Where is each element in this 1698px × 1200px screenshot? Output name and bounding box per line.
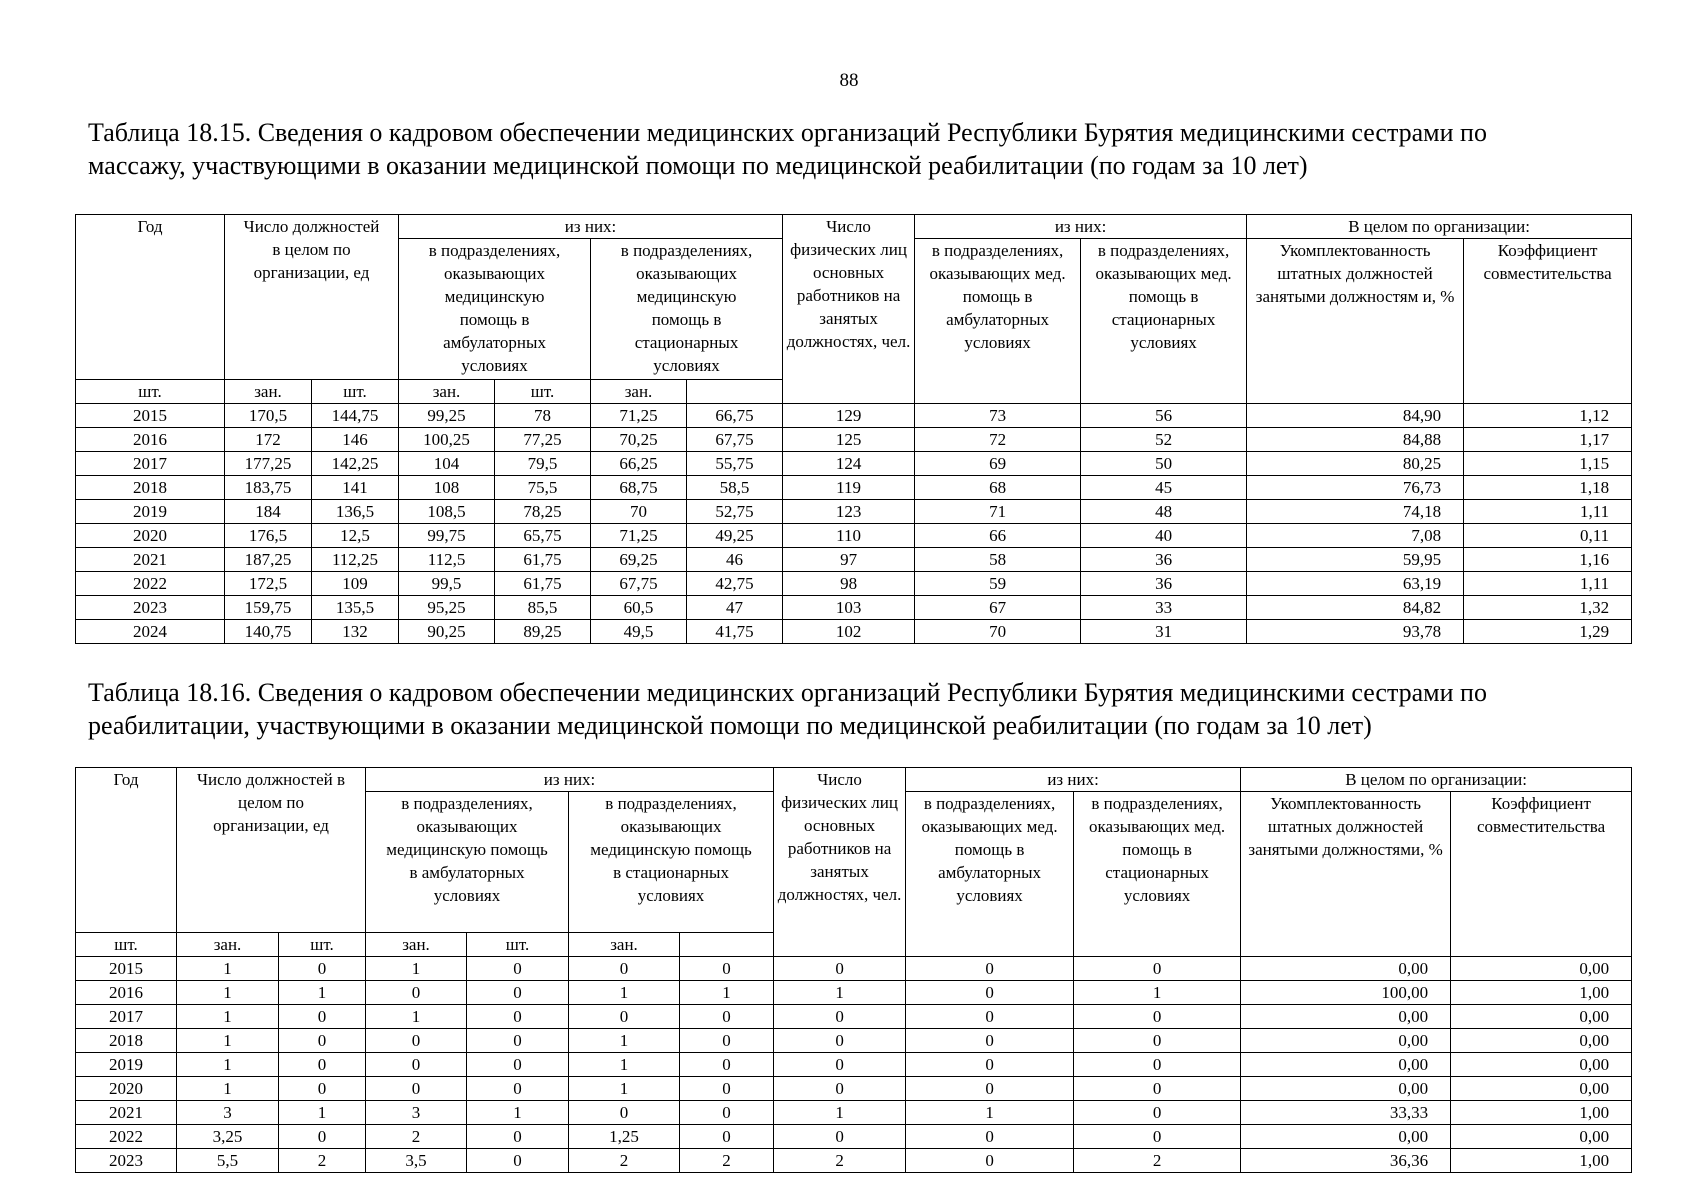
table-cell: 110 — [783, 524, 915, 548]
table-cell: 141 — [312, 476, 399, 500]
table-cell: 33 — [1081, 596, 1247, 620]
table-cell: 1 — [774, 981, 906, 1005]
table-cell: 0 — [680, 1029, 774, 1053]
table-cell: 68 — [915, 476, 1081, 500]
cell-year: 2017 — [76, 452, 225, 476]
table-cell: 0 — [569, 957, 680, 981]
table-cell: 125 — [783, 428, 915, 452]
table-cell: 1 — [279, 1101, 366, 1125]
table-cell: 41,75 — [687, 620, 783, 644]
cell-year: 2021 — [76, 548, 225, 572]
table-cell: 72 — [915, 428, 1081, 452]
cell-year: 2019 — [76, 1053, 177, 1077]
table-cell: 0 — [467, 1053, 569, 1077]
table-cell: 1 — [569, 1077, 680, 1101]
table-cell: 103 — [783, 596, 915, 620]
table-cell: 187,25 — [225, 548, 312, 572]
table-cell: 46 — [687, 548, 783, 572]
table-cell: 52,75 — [687, 500, 783, 524]
table-cell: 3 — [366, 1101, 467, 1125]
header-ambulatory: в подразделениях, оказывающих медицинскую помощь в амбулаторных условиях — [399, 239, 591, 380]
table-cell: 0 — [906, 957, 1074, 981]
header-of-them: из них: — [399, 215, 783, 239]
table-cell: 1 — [177, 1053, 279, 1077]
table-cell: 71 — [915, 500, 1081, 524]
table-cell: 50 — [1081, 452, 1247, 476]
header-zan: зан. — [366, 933, 467, 957]
table-cell: 0 — [680, 1053, 774, 1077]
cell-year: 2016 — [76, 428, 225, 452]
table-cell: 71,25 — [591, 404, 687, 428]
table-row — [76, 981, 1632, 1005]
cell-year: 2019 — [76, 500, 225, 524]
table-cell: 0,00 — [1451, 1077, 1632, 1101]
table-cell: 49,25 — [687, 524, 783, 548]
cell-year: 2015 — [76, 404, 225, 428]
table-cell: 1,15 — [1464, 452, 1632, 476]
table-cell: 59,95 — [1247, 548, 1464, 572]
table-cell: 159,75 — [225, 596, 312, 620]
table-cell: 90,25 — [399, 620, 495, 644]
table-cell: 0 — [680, 957, 774, 981]
table-cell: 40 — [1081, 524, 1247, 548]
header-zan: зан. — [591, 380, 687, 404]
table-cell: 68,75 — [591, 476, 687, 500]
table-cell: 0 — [279, 1077, 366, 1101]
cell-year: 2015 — [76, 957, 177, 981]
table-cell: 33,33 — [1241, 1101, 1451, 1125]
table-cell: 0 — [467, 981, 569, 1005]
table-cell: 2 — [1074, 1149, 1241, 1173]
table-cell: 177,25 — [225, 452, 312, 476]
table-cell: 45 — [1081, 476, 1247, 500]
header-amb-persons: в подразделениях, оказывающих мед. помощь в амбулаторных условиях — [906, 792, 1074, 957]
table-cell: 0 — [680, 1101, 774, 1125]
table-cell: 2 — [680, 1149, 774, 1173]
table-cell: 1,18 — [1464, 476, 1632, 500]
table-cell: 172 — [225, 428, 312, 452]
table-row — [76, 452, 1632, 476]
table-cell: 1,25 — [569, 1125, 680, 1149]
table-cell: 1 — [774, 1101, 906, 1125]
header-persons: Число физических лиц основных работников на занятых должностях, чел. — [774, 768, 906, 957]
table-cell: 140,75 — [225, 620, 312, 644]
table-cell: 85,5 — [495, 596, 591, 620]
table-cell: 0,11 — [1464, 524, 1632, 548]
table-cell: 2 — [774, 1149, 906, 1173]
table-cell: 1,11 — [1464, 572, 1632, 596]
cell-year: 2018 — [76, 476, 225, 500]
table-cell: 74,18 — [1247, 500, 1464, 524]
table-row — [76, 1149, 1632, 1173]
table-cell: 36 — [1081, 548, 1247, 572]
table-cell: 144,75 — [312, 404, 399, 428]
header-ambulatory: в подразделениях, оказывающих медицинскую помощь в амбулаторных условиях — [366, 792, 569, 933]
table-cell: 1,00 — [1451, 1101, 1632, 1125]
table-cell: 67,75 — [591, 572, 687, 596]
table-cell: 1 — [366, 1005, 467, 1029]
table-cell: 79,5 — [495, 452, 591, 476]
table-cell: 69,25 — [591, 548, 687, 572]
table-row — [76, 572, 1632, 596]
table-cell: 0 — [366, 1029, 467, 1053]
table-cell: 0 — [774, 1005, 906, 1029]
table-cell: 2 — [279, 1149, 366, 1173]
table-cell: 97 — [783, 548, 915, 572]
table-cell: 135,5 — [312, 596, 399, 620]
table-18-16-body — [76, 957, 1632, 1173]
table-cell: 61,75 — [495, 572, 591, 596]
table-cell: 99,25 — [399, 404, 495, 428]
table-row — [76, 620, 1632, 644]
table-cell: 42,75 — [687, 572, 783, 596]
table-cell: 0 — [1074, 1077, 1241, 1101]
table-18-15 — [75, 214, 1632, 644]
table-row — [76, 596, 1632, 620]
table-cell: 142,25 — [312, 452, 399, 476]
table-cell: 1 — [366, 957, 467, 981]
table-cell: 0 — [906, 1125, 1074, 1149]
table-cell: 48 — [1081, 500, 1247, 524]
table-cell: 58,5 — [687, 476, 783, 500]
table-cell: 1,32 — [1464, 596, 1632, 620]
table-cell: 0 — [569, 1101, 680, 1125]
table-cell: 0 — [774, 957, 906, 981]
table-cell: 0 — [906, 1005, 1074, 1029]
table-cell: 1 — [680, 981, 774, 1005]
table-row — [76, 524, 1632, 548]
table-cell: 112,25 — [312, 548, 399, 572]
table-cell: 1 — [177, 1077, 279, 1101]
table-cell: 0 — [279, 1005, 366, 1029]
table-row — [76, 1077, 1632, 1101]
table-cell: 0 — [279, 1125, 366, 1149]
table-cell: 0,00 — [1451, 1029, 1632, 1053]
table-cell: 0,00 — [1451, 1005, 1632, 1029]
table-row — [76, 476, 1632, 500]
table-cell: 183,75 — [225, 476, 312, 500]
caption-line: Таблица 18.16. Сведения о кадровом обеспечении медицинских организаций Республики Бурятия медицинскими сестрами по — [88, 678, 1487, 707]
cell-year: 2021 — [76, 1101, 177, 1125]
header-coefficient: Коэффициент совместительства — [1451, 792, 1632, 957]
table-cell: 70 — [591, 500, 687, 524]
table-cell: 71,25 — [591, 524, 687, 548]
table-cell: 0,00 — [1241, 957, 1451, 981]
table-cell: 0 — [1074, 957, 1241, 981]
table-row — [76, 404, 1632, 428]
table-cell: 3,5 — [366, 1149, 467, 1173]
table-cell: 0 — [467, 1077, 569, 1101]
table-cell: 132 — [312, 620, 399, 644]
table-cell: 59 — [915, 572, 1081, 596]
table-cell: 0 — [1074, 1101, 1241, 1125]
table-cell: 1 — [906, 1101, 1074, 1125]
table-cell: 1 — [177, 1029, 279, 1053]
table-cell: 55,75 — [687, 452, 783, 476]
table-18-16 — [75, 767, 1632, 1173]
table-cell: 0,00 — [1241, 1005, 1451, 1029]
header-year: Год — [76, 215, 225, 380]
table-cell: 112,5 — [399, 548, 495, 572]
header-positions-total: Число должностей в целом по организации, ед — [177, 768, 366, 933]
table-cell: 184 — [225, 500, 312, 524]
cell-year: 2023 — [76, 1149, 177, 1173]
table-cell: 66,25 — [591, 452, 687, 476]
header-amb-persons: в подразделениях, оказывающих мед. помощь в амбулаторных условиях — [915, 239, 1081, 404]
table-cell: 70,25 — [591, 428, 687, 452]
table-cell: 49,5 — [591, 620, 687, 644]
header-sht: шт. — [467, 933, 569, 957]
table-cell: 1 — [177, 957, 279, 981]
table-cell: 0 — [680, 1005, 774, 1029]
table-cell: 1 — [177, 981, 279, 1005]
table-cell: 65,75 — [495, 524, 591, 548]
cell-year: 2023 — [76, 596, 225, 620]
table-cell: 0 — [906, 1029, 1074, 1053]
table-cell: 76,73 — [1247, 476, 1464, 500]
table-cell: 99,5 — [399, 572, 495, 596]
header-zan: зан. — [399, 380, 495, 404]
table-cell: 66,75 — [687, 404, 783, 428]
table-cell: 1 — [177, 1005, 279, 1029]
table-cell: 0 — [906, 1053, 1074, 1077]
table-cell: 109 — [312, 572, 399, 596]
table-cell: 0 — [1074, 1005, 1241, 1029]
table-cell: 129 — [783, 404, 915, 428]
table-row — [76, 1125, 1632, 1149]
table-cell: 136,5 — [312, 500, 399, 524]
table-cell: 0 — [1074, 1029, 1241, 1053]
table-row — [76, 1101, 1632, 1125]
table-row — [76, 1053, 1632, 1077]
table-cell: 108 — [399, 476, 495, 500]
table-cell: 1,00 — [1451, 1149, 1632, 1173]
header-year: Год — [76, 768, 177, 933]
table-cell: 93,78 — [1247, 620, 1464, 644]
table-cell: 108,5 — [399, 500, 495, 524]
table-cell: 1,00 — [1451, 981, 1632, 1005]
table-cell: 0 — [774, 1077, 906, 1101]
table-cell: 69 — [915, 452, 1081, 476]
table-cell: 100,25 — [399, 428, 495, 452]
table-cell: 89,25 — [495, 620, 591, 644]
table-cell: 0 — [366, 1053, 467, 1077]
table-row — [76, 548, 1632, 572]
table-row — [76, 1005, 1632, 1029]
cell-year: 2022 — [76, 1125, 177, 1149]
table-row — [76, 957, 1632, 981]
table-cell: 75,5 — [495, 476, 591, 500]
cell-year: 2020 — [76, 524, 225, 548]
table-cell: 77,25 — [495, 428, 591, 452]
header-inp-persons: в подразделениях, оказывающих мед. помощь в стационарных условиях — [1074, 792, 1241, 957]
table-cell: 0 — [279, 1053, 366, 1077]
table-cell: 95,25 — [399, 596, 495, 620]
table-row — [76, 500, 1632, 524]
table-cell: 0 — [906, 1149, 1074, 1173]
table-cell: 98 — [783, 572, 915, 596]
table-cell: 7,08 — [1247, 524, 1464, 548]
table-cell: 146 — [312, 428, 399, 452]
header-staffing: Укомплектованность штатных должностей занятыми должностям и, % — [1247, 239, 1464, 404]
header-of-them-2: из них: — [915, 215, 1247, 239]
table-cell: 36,36 — [1241, 1149, 1451, 1173]
header-inpatient: в подразделениях, оказывающих медицинскую помощь в стационарных условиях — [569, 792, 774, 933]
table-cell: 36 — [1081, 572, 1247, 596]
header-sht: шт. — [495, 380, 591, 404]
table-cell: 0,00 — [1241, 1029, 1451, 1053]
table-cell: 1,29 — [1464, 620, 1632, 644]
cell-year: 2016 — [76, 981, 177, 1005]
table-18-15-caption — [88, 116, 1648, 182]
table-18-16-caption — [88, 676, 1648, 742]
header-persons: Число физических лиц основных работников на занятых должностях, чел. — [783, 215, 915, 404]
header-inpatient: в подразделениях, оказывающих медицинскую помощь в стационарных условиях — [591, 239, 783, 380]
table-cell: 3 — [177, 1101, 279, 1125]
cell-year: 2020 — [76, 1077, 177, 1101]
table-cell: 0 — [467, 957, 569, 981]
table-cell: 60,5 — [591, 596, 687, 620]
table-cell: 104 — [399, 452, 495, 476]
table-cell: 0 — [279, 957, 366, 981]
table-row — [76, 1029, 1632, 1053]
table-cell: 12,5 — [312, 524, 399, 548]
header-org-total: В целом по организации: — [1247, 215, 1632, 239]
table-cell: 3,25 — [177, 1125, 279, 1149]
table-cell: 1,17 — [1464, 428, 1632, 452]
cell-year: 2018 — [76, 1029, 177, 1053]
header-org-total: В целом по организации: — [1241, 768, 1632, 792]
table-cell: 67 — [915, 596, 1081, 620]
table-cell: 0 — [366, 981, 467, 1005]
table-cell: 102 — [783, 620, 915, 644]
table-cell: 0,00 — [1241, 1125, 1451, 1149]
header-sht: шт. — [279, 933, 366, 957]
cell-year: 2022 — [76, 572, 225, 596]
caption-line: Таблица 18.15. Сведения о кадровом обеспечении медицинских организаций Республики Бурятия медицинскими сестрами по — [88, 118, 1487, 147]
table-cell: 100,00 — [1241, 981, 1451, 1005]
table-cell: 0,00 — [1241, 1077, 1451, 1101]
table-cell: 0 — [1074, 1053, 1241, 1077]
table-cell: 84,88 — [1247, 428, 1464, 452]
header-zan: зан. — [569, 933, 680, 957]
table-cell: 0 — [467, 1125, 569, 1149]
table-cell: 0 — [774, 1053, 906, 1077]
table-cell: 47 — [687, 596, 783, 620]
table-cell: 73 — [915, 404, 1081, 428]
table-cell: 56 — [1081, 404, 1247, 428]
table-cell: 66 — [915, 524, 1081, 548]
table-cell: 61,75 — [495, 548, 591, 572]
page-number: 88 — [839, 70, 859, 91]
table-cell: 1 — [569, 1029, 680, 1053]
table-cell: 1 — [569, 1053, 680, 1077]
header-of-them: из них: — [366, 768, 774, 792]
header-sht: шт. — [76, 933, 177, 957]
table-cell: 2 — [569, 1149, 680, 1173]
table-cell: 0 — [1074, 1125, 1241, 1149]
table-cell: 0,00 — [1451, 1125, 1632, 1149]
table-cell: 0 — [774, 1125, 906, 1149]
table-cell: 170,5 — [225, 404, 312, 428]
table-cell: 84,82 — [1247, 596, 1464, 620]
table-cell: 0 — [906, 1077, 1074, 1101]
cell-year: 2024 — [76, 620, 225, 644]
table-18-15-body — [76, 404, 1632, 644]
table-cell: 58 — [915, 548, 1081, 572]
table-cell: 0,00 — [1241, 1053, 1451, 1077]
table-cell: 1 — [1074, 981, 1241, 1005]
table-cell: 70 — [915, 620, 1081, 644]
table-cell: 1 — [569, 981, 680, 1005]
header-of-them-2: из них: — [906, 768, 1241, 792]
table-cell: 0 — [279, 1029, 366, 1053]
header-zan: зан. — [225, 380, 312, 404]
table-cell: 0,00 — [1451, 957, 1632, 981]
table-cell: 0 — [467, 1149, 569, 1173]
table-cell: 67,75 — [687, 428, 783, 452]
table-cell: 172,5 — [225, 572, 312, 596]
header-positions-total: Число должностей в целом по организации, ед — [225, 215, 399, 380]
header-zan: зан. — [177, 933, 279, 957]
caption-line: массажу, участвующими в оказании медицинской помощи по медицинской реабилитации (по годам за 10 лет) — [88, 151, 1308, 180]
header-inp-persons: в подразделениях, оказывающих мед. помощь в стационарных условиях — [1081, 239, 1247, 404]
table-cell: 2 — [366, 1125, 467, 1149]
table-cell: 0 — [366, 1077, 467, 1101]
cell-year: 2017 — [76, 1005, 177, 1029]
table-cell: 0 — [569, 1005, 680, 1029]
table-cell: 80,25 — [1247, 452, 1464, 476]
table-cell: 0 — [467, 1005, 569, 1029]
table-cell: 1,11 — [1464, 500, 1632, 524]
table-cell: 1,16 — [1464, 548, 1632, 572]
table-cell: 1 — [467, 1101, 569, 1125]
table-cell: 0 — [467, 1029, 569, 1053]
table-cell: 124 — [783, 452, 915, 476]
table-cell: 5,5 — [177, 1149, 279, 1173]
header-sht: шт. — [312, 380, 399, 404]
table-cell: 63,19 — [1247, 572, 1464, 596]
table-cell: 123 — [783, 500, 915, 524]
header-staffing: Укомплектованность штатных должностей занятыми должностями, % — [1241, 792, 1451, 957]
table-cell: 0 — [906, 981, 1074, 1005]
table-cell: 0 — [680, 1077, 774, 1101]
table-cell: 0,00 — [1451, 1053, 1632, 1077]
table-cell: 99,75 — [399, 524, 495, 548]
table-cell: 1,12 — [1464, 404, 1632, 428]
table-cell: 52 — [1081, 428, 1247, 452]
header-sht: шт. — [76, 380, 225, 404]
table-row — [76, 428, 1632, 452]
caption-line: реабилитации, участвующими в оказании медицинской помощи по медицинской реабилитации (по годам за 10 лет) — [88, 711, 1372, 740]
table-cell: 0 — [774, 1029, 906, 1053]
table-cell: 119 — [783, 476, 915, 500]
table-cell: 176,5 — [225, 524, 312, 548]
table-cell: 78 — [495, 404, 591, 428]
header-coefficient: Коэффициент совместительства — [1464, 239, 1632, 404]
table-cell: 1 — [279, 981, 366, 1005]
table-cell: 0 — [680, 1125, 774, 1149]
table-cell: 78,25 — [495, 500, 591, 524]
table-cell: 31 — [1081, 620, 1247, 644]
table-cell: 84,90 — [1247, 404, 1464, 428]
